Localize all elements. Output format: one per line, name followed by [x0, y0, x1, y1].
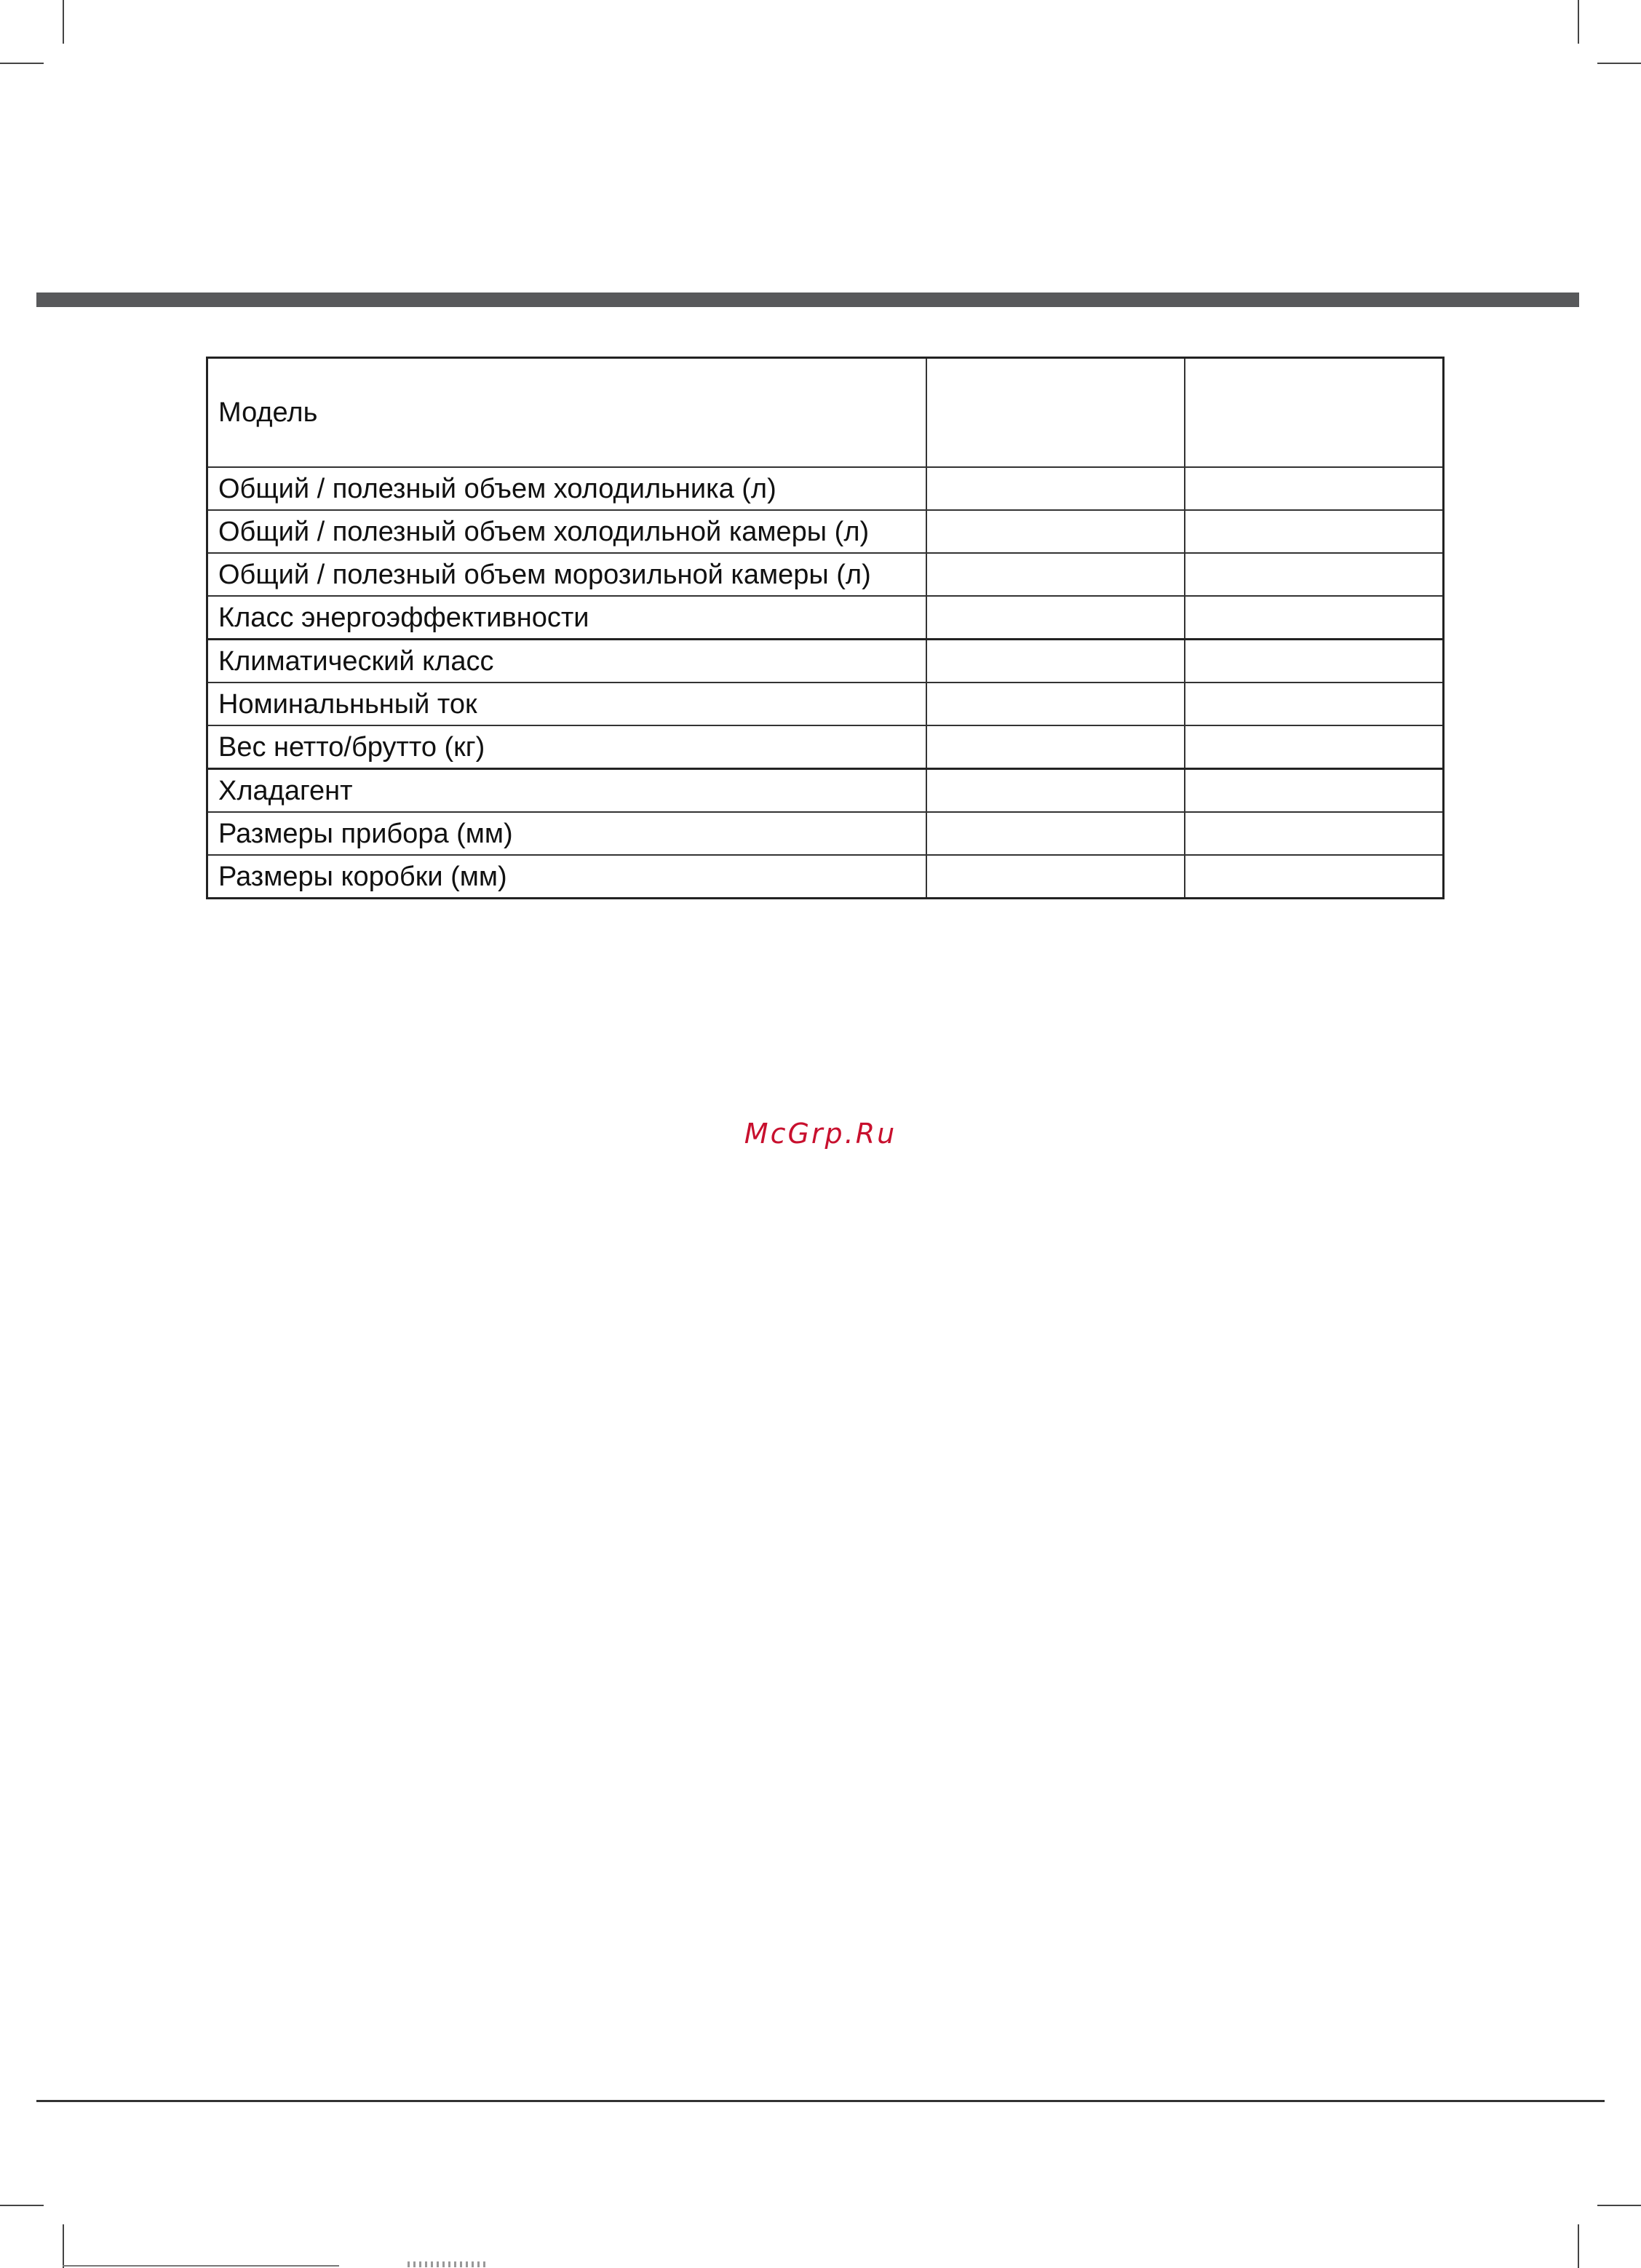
table-cell-value [1185, 596, 1444, 640]
table-row [207, 510, 1444, 553]
table-cell-value [926, 812, 1185, 855]
bottom-edge-marks [408, 2261, 488, 2267]
table-cell-value [926, 510, 1185, 553]
table-cell-value [926, 769, 1185, 813]
table-cell-value [1185, 510, 1444, 553]
crop-mark-bottom-left-horizontal [0, 2205, 44, 2206]
crop-mark-top-left-vertical [63, 0, 64, 44]
bottom-edge-line [63, 2265, 339, 2267]
table-cell-label: Общий / полезный объем холодильной камеры (л) [207, 510, 927, 553]
table-row [207, 683, 1444, 725]
table-cell-value [926, 467, 1185, 510]
table-cell-value [926, 640, 1185, 683]
table-cell-value [1185, 683, 1444, 725]
crop-mark-bottom-right-vertical [1578, 2224, 1579, 2268]
table-cell-label: Общий / полезный объем холодильника (л) [207, 467, 927, 510]
table-cell-value [1185, 467, 1444, 510]
table-cell-value [926, 683, 1185, 725]
table-cell-label: Хладагент [207, 769, 927, 813]
table-cell-value [1185, 812, 1444, 855]
spec-table [206, 357, 1445, 899]
table-row [207, 855, 1444, 899]
table-cell-value [1185, 725, 1444, 769]
table-row [207, 812, 1444, 855]
table-cell-value [1185, 358, 1444, 468]
table-cell-label: Модель [207, 358, 927, 468]
table-cell-label: Размеры коробки (мм) [207, 855, 927, 899]
table-cell-value [1185, 855, 1444, 899]
table-cell-label: Вес нетто/брутто (кг) [207, 725, 927, 769]
table-cell-label: Класс энергоэффективности [207, 596, 927, 640]
table-row-model [207, 358, 1444, 468]
table-cell-value [926, 596, 1185, 640]
crop-mark-bottom-right-horizontal [1597, 2205, 1641, 2206]
crop-mark-top-right-vertical [1578, 0, 1579, 44]
table-cell-value [926, 855, 1185, 899]
table-cell-value [1185, 553, 1444, 596]
table-row [207, 640, 1444, 683]
table-cell-label: Общий / полезный объем морозильной камеры (л) [207, 553, 927, 596]
table-cell-label: Размеры прибора (мм) [207, 812, 927, 855]
table-cell-value [1185, 640, 1444, 683]
table-cell-label: Номинальньный ток [207, 683, 927, 725]
crop-mark-top-right-horizontal [1597, 63, 1641, 64]
spec-table-body [207, 358, 1444, 899]
table-row [207, 596, 1444, 640]
crop-mark-bottom-left-vertical [63, 2224, 64, 2268]
table-cell-label: Климатический класс [207, 640, 927, 683]
table-row [207, 725, 1444, 769]
table-row [207, 467, 1444, 510]
footer-divider [36, 2100, 1605, 2102]
table-cell-value [1185, 769, 1444, 813]
table-cell-value [926, 358, 1185, 468]
crop-mark-top-left-horizontal [0, 63, 44, 64]
header-bar [36, 293, 1579, 307]
table-cell-value [926, 553, 1185, 596]
table-cell-value [926, 725, 1185, 769]
table-row [207, 553, 1444, 596]
table-row [207, 769, 1444, 813]
watermark-text: McGrp.Ru [744, 1118, 897, 1150]
